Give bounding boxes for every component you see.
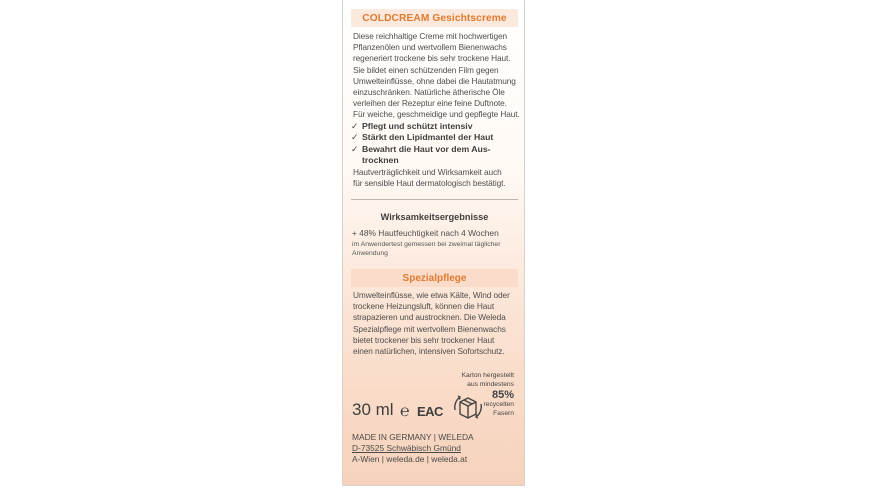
- result-note: [352, 240, 500, 258]
- description-line: einzuschränken. Natürliche ätherische Öle: [353, 87, 505, 98]
- special-line: einen natürlichen, intensiven Sofortschutz.: [353, 346, 505, 357]
- special-line: Spezialpflege mit wertvollem Bienenwachs: [353, 323, 506, 334]
- tolerance-line: Hautverträglichkeit und Wirksamkeit auch: [353, 167, 502, 177]
- special-line: strapazieren und austrocknen. Die Weleda: [353, 312, 506, 323]
- tolerance-text: [353, 167, 521, 189]
- result-main: + 48% Hautfeuchtigkeit nach 4 Wochen: [352, 228, 499, 238]
- address-line: A-Wien | weleda.de | weleda.at: [352, 454, 468, 464]
- recycling-percent: 85%: [491, 389, 514, 402]
- product-label-panel: [342, 0, 525, 486]
- benefit-label: Pflegt und schützt intensiv: [362, 121, 473, 131]
- description-line: Sie bildet einen schützenden Film gegen: [353, 64, 499, 75]
- special-line: Umwelteinflüsse, wie etwa Kälte, Wind oder: [353, 290, 510, 300]
- benefit-label: Bewahrt die Haut vor dem Aus-: [362, 143, 491, 154]
- description-line: regeneriert trockene bis sehr trockene Haut.: [353, 53, 511, 64]
- check-icon: ✓: [351, 121, 359, 131]
- result-note-line: im Anwendertest gemessen bei zweimal täglicher: [352, 241, 501, 248]
- results-title: Wirksamkeitsergebnisse: [380, 212, 489, 222]
- estimated-sign-icon: ℮: [400, 403, 410, 420]
- recycling-line: aus mindestens: [467, 380, 514, 388]
- special-title: Spezialpflege: [402, 272, 467, 284]
- description-line: verleihen der Rezeptur eine feine Duftnote.: [353, 98, 507, 109]
- special-line: trockene Heizungsluft, können die Haut: [353, 301, 495, 312]
- benefit-item: [351, 121, 521, 132]
- benefit-item: [351, 144, 521, 155]
- recycled-box-icon: [451, 390, 485, 424]
- benefit-label: Stärkt den Lipidmantel der Haut: [362, 132, 494, 143]
- description-line: Umwelteinflüsse, ohne dabei die Hautatmung: [353, 75, 516, 86]
- description-text: [353, 31, 521, 121]
- manufacturer-address: [352, 432, 474, 465]
- description-line: Für weiche, geschmeidige und gepflegte Haut.: [353, 109, 520, 120]
- result-note-line: Anwendung: [352, 250, 388, 257]
- benefit-continuation: trocknen: [362, 155, 399, 166]
- recycling-line: Fasern: [493, 409, 514, 417]
- benefit-item: [351, 132, 521, 143]
- recycling-line: Karton hergestellt: [461, 372, 514, 379]
- special-line: bietet trockener bis sehr trockener Haut: [353, 334, 495, 345]
- description-line: Pflanzenölen und wertvollem Bienenwachs: [353, 42, 507, 53]
- tolerance-line: für sensible Haut dermatologisch bestätigt.: [353, 178, 506, 189]
- divider: [351, 199, 518, 200]
- check-icon: ✓: [351, 132, 359, 143]
- product-title: COLDCREAM Gesichtscreme: [362, 12, 507, 24]
- benefit-list: [351, 121, 521, 167]
- special-title-bar: [351, 269, 518, 287]
- eac-mark: EAC: [417, 404, 443, 419]
- address-line: MADE IN GERMANY | WELEDA: [352, 432, 474, 442]
- check-icon: ✓: [351, 143, 359, 154]
- address-line: D-73525 Schwäbisch Gmünd: [352, 443, 461, 453]
- volume-amount: 30 ml: [352, 400, 394, 419]
- title-bar: [351, 9, 518, 27]
- recycling-line: recycelten: [483, 401, 514, 409]
- special-text: [353, 290, 521, 357]
- description-line: Diese reichhaltige Creme mit hochwertigen: [353, 31, 508, 41]
